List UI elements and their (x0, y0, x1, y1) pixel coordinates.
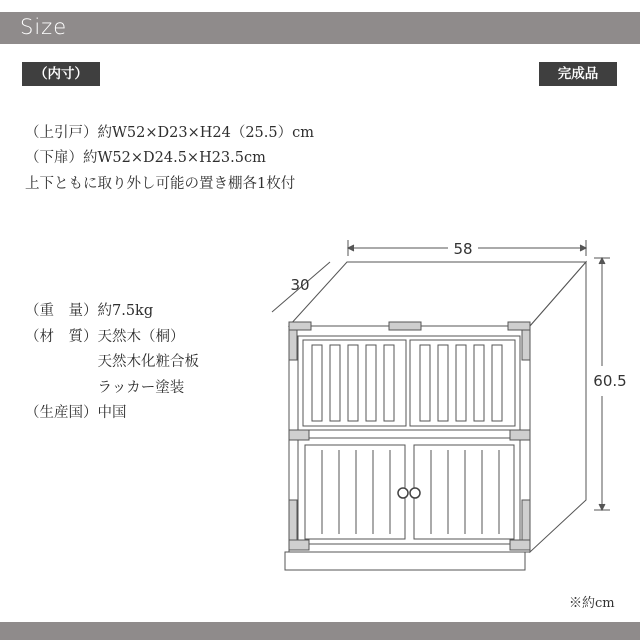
inner-size-label: （内寸） (22, 62, 100, 86)
inner-spec-upper: （上引戸）約W52×D23×H24（25.5）cm (25, 125, 314, 141)
spec-material: （材 質）天然木（桐） (25, 329, 185, 345)
spec-finish: ラッカー塗装 (25, 380, 185, 396)
finished-product-label: 完成品 (539, 62, 617, 86)
depth-dimension: 30 (290, 276, 310, 294)
height-dimension: 60.5 (593, 372, 627, 390)
spec-origin: （生産国）中国 (25, 405, 127, 421)
spec-material-2: 天然木化粧合板 (25, 354, 199, 370)
inner-spec-shelf: 上下ともに取り外し可能の置き棚各1枚付 (25, 176, 296, 192)
spec-weight: （重 量）約7.5kg (25, 303, 154, 319)
unit-note: ※約cm (569, 596, 615, 611)
width-dimension: 58 (453, 240, 473, 258)
footer-bar (0, 622, 640, 640)
inner-spec-lower: （下扉）約W52×D24.5×H23.5cm (25, 150, 266, 166)
section-title: Size (20, 15, 68, 39)
